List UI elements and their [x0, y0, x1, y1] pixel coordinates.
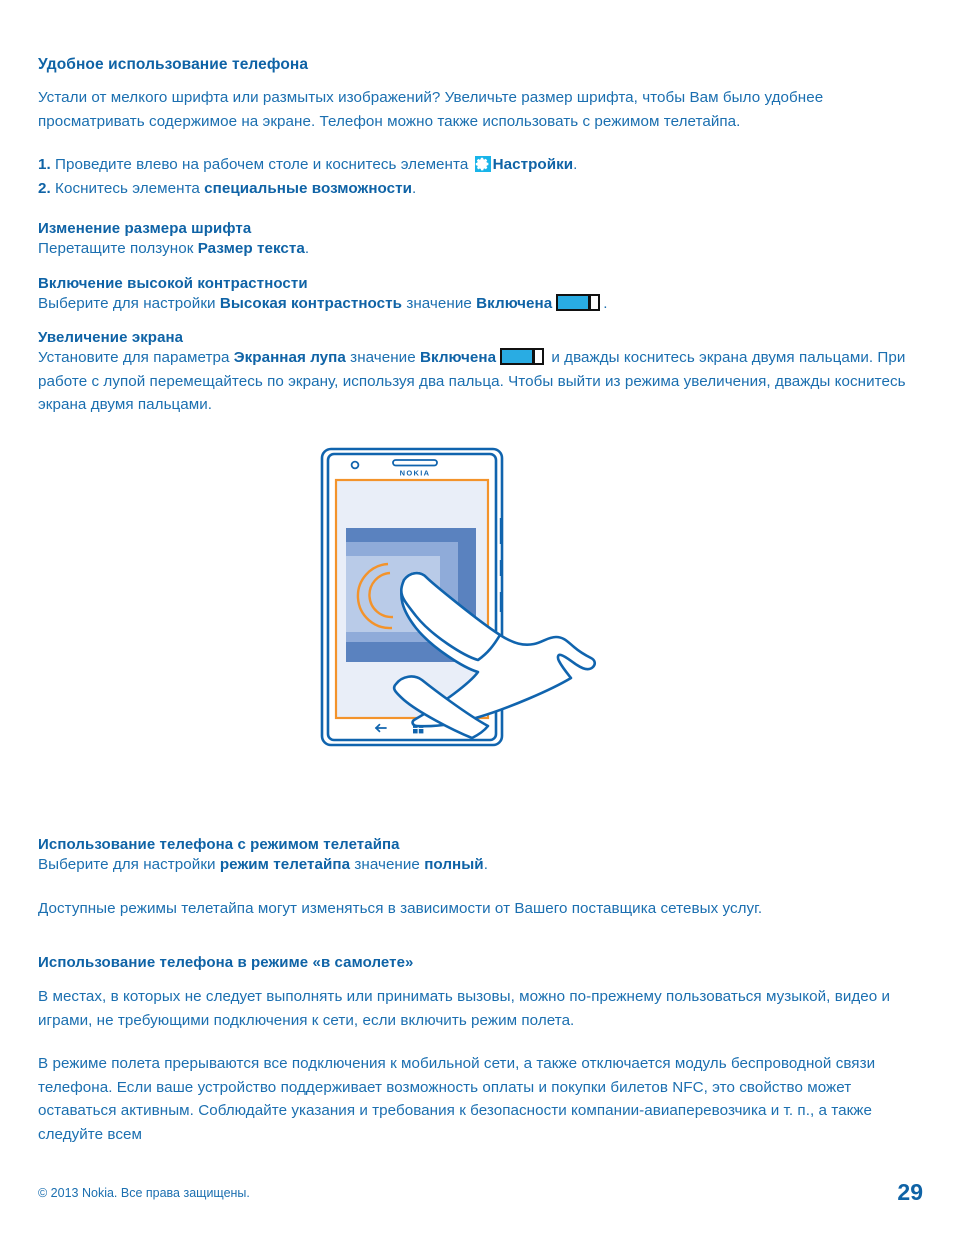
toggle-knob: [533, 348, 544, 365]
step-1-bold-label: Настройки: [492, 156, 574, 173]
phone-gesture-illustration: [300, 440, 700, 820]
airplane-paragraph-2: В режиме полета прерываются все подключения к мобильной сети, а также отключается модуль беспроводной связи телефона. Если ваше устройство поддерживает возможность оплаты и покупки билетов NFC, это свойство может оставаться активным. Соблюдайте указания и требования к безопасности компании-авиаперевозчика и т. п., а также следуйте всем: [38, 1055, 876, 1143]
subsection-title-airplane-mode: Использование телефона в режиме «в самолете»: [38, 954, 414, 971]
bold-high-contrast-setting: Высокая контрастность: [219, 294, 403, 312]
step-2-text-before: Коснитесь элемента: [50, 179, 205, 197]
spacer: [38, 200, 923, 220]
bold-text-size-setting: Размер текста: [197, 240, 305, 257]
toggle-track: [500, 348, 534, 365]
text-before: Выберите для настройки: [38, 856, 220, 873]
subsection-title-screen-magnifier: Увеличение экрана: [38, 329, 184, 346]
spacer: [38, 877, 923, 897]
text-after: .: [483, 856, 488, 873]
step-1-number: 1.: [38, 156, 51, 173]
text-mid: значение: [350, 856, 425, 873]
text-after: и дважды коснитесь экрана двумя пальцами. При работе с лупой перемещайтесь по экрану, используя два пальца. Чтобы выйти из режима увеличения, дважды коснитесь экрана двумя пальцами.: [38, 349, 906, 413]
step-1-text-after: .: [573, 156, 578, 173]
text-mid: значение: [402, 294, 477, 312]
subsection-title-teletype: Использование телефона с режимом телетайпа: [38, 836, 400, 853]
subsection-body-teletype: [38, 853, 923, 877]
subsection-body-font-size: [38, 237, 923, 261]
teletype-note-paragraph: Доступные режимы телетайпа могут изменяться в зависимости от Вашего поставщика сетевых услуг.: [38, 899, 763, 917]
page-content: [38, 56, 923, 417]
text-mid: значение: [345, 349, 420, 366]
bold-enabled-value: Включена: [420, 349, 497, 366]
text-before: Установите для параметра: [38, 349, 234, 366]
text-before: Перетащите ползунок: [38, 240, 198, 257]
step-1-text-before: Проведите влево на рабочем столе и коснитесь элемента: [50, 156, 473, 173]
copyright-notice: © 2013 Nokia. Все права защищены.: [38, 1186, 250, 1200]
step-2: [38, 177, 923, 201]
page-title: Удобное использование телефона: [38, 56, 309, 73]
spacer: [38, 261, 923, 275]
text-after: .: [304, 240, 310, 257]
page-footer: [38, 1179, 923, 1206]
bold-teletype-setting: режим телетайпа: [219, 856, 351, 873]
back-arrow-icon: [376, 725, 386, 732]
bold-enabled-value: Включена: [476, 294, 553, 312]
earpiece-speaker-icon: [393, 460, 437, 466]
step-2-text-after: .: [412, 179, 417, 197]
spacer: [38, 133, 923, 153]
device-brand-label: NOKIA: [399, 468, 431, 478]
subsection-title-font-size: Изменение размера шрифта: [38, 220, 252, 237]
subsection-body-screen-magnifier: [38, 346, 923, 417]
text-after: .: [603, 294, 608, 312]
step-2-bold-label: специальные возможности: [204, 179, 413, 197]
subsection-body-high-contrast: [38, 292, 923, 316]
bold-full-value: полный: [424, 856, 484, 873]
toggle-switch-on-icon: [500, 348, 544, 365]
toggle-track: [556, 294, 590, 311]
page-number: 29: [897, 1179, 923, 1205]
toggle-knob: [589, 294, 600, 311]
lower-content: [38, 836, 923, 1146]
spacer: [38, 315, 923, 329]
subsection-title-high-contrast: Включение высокой контрастности: [38, 274, 308, 292]
spacer: [38, 1032, 923, 1052]
spacer: [38, 920, 923, 954]
bold-magnifier-setting: Экранная лупа: [233, 349, 346, 366]
step-1: [38, 153, 923, 177]
text-before: Выберите для настройки: [38, 294, 220, 312]
spacer: [38, 971, 923, 985]
front-camera-icon: [352, 462, 359, 469]
intro-paragraph: Устали от мелкого шрифта или размытых изображений? Увеличьте размер шрифта, чтобы Вам было удобнее просматривать содержимое на экране. Телефон можно также использовать с режимом телетайпа.: [38, 89, 824, 130]
toggle-switch-on-icon: [556, 294, 600, 311]
step-2-number: 2.: [38, 179, 51, 197]
airplane-paragraph-1: В местах, в которых не следует выполнять или принимать вызовы, можно по-прежнему пользоваться музыкой, видео и играми, не требующими подключения к сети, если включить режим полета.: [38, 988, 891, 1029]
gear-icon: [475, 156, 491, 172]
